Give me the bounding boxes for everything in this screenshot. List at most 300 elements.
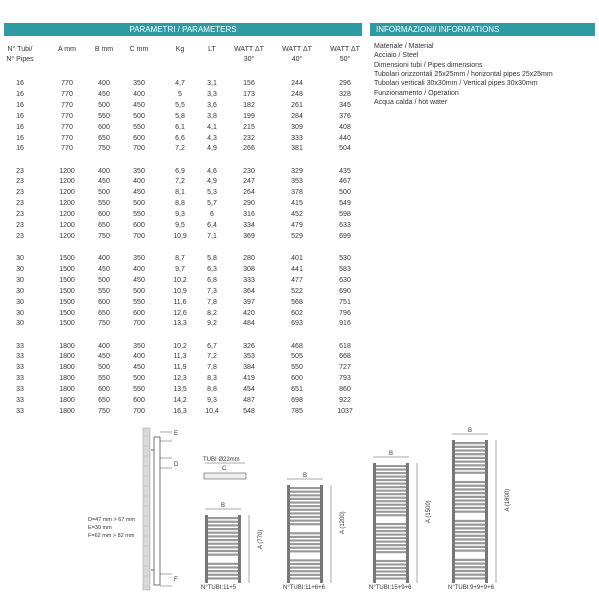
table-cell: 450 <box>98 265 110 273</box>
radiator-bar <box>376 500 406 502</box>
radiator-bar <box>376 551 406 553</box>
table-cell: 650 <box>98 397 110 404</box>
table-cell: 9,2 <box>207 320 217 328</box>
radiator-bar <box>208 532 238 534</box>
table-cell: 1200 <box>59 211 75 219</box>
table-cell: 6,4 <box>207 222 217 229</box>
table-cell: 266 <box>243 145 255 153</box>
radiator-bar <box>455 449 485 451</box>
column-header-line2: 50° <box>339 56 351 63</box>
table-cell: 550 <box>98 287 110 295</box>
table-cell: 400 <box>133 90 145 98</box>
table-cell: 479 <box>291 222 303 229</box>
table-cell: 785 <box>291 407 303 415</box>
label-e: E <box>174 431 179 437</box>
table-cell: 5,5 <box>175 101 185 109</box>
table-cell: 650 <box>98 222 110 229</box>
table-cell: 450 <box>133 276 145 284</box>
table-cell: 408 <box>339 123 351 131</box>
table-cell: 33 <box>16 364 24 372</box>
table-cell: 232 <box>243 134 255 142</box>
table-cell: 1500 <box>59 276 75 284</box>
label-d: D <box>174 462 179 468</box>
radiator-bar <box>455 524 485 526</box>
table-cell: 550 <box>98 200 110 208</box>
table-cell: 1200 <box>59 222 75 229</box>
table-cell: 1200 <box>59 200 75 208</box>
table-cell: 6,8 <box>207 276 217 284</box>
label-f: F <box>174 577 178 583</box>
info-line: Materiale / Material <box>374 43 434 50</box>
radiator-bar <box>376 511 406 513</box>
table-cell: 770 <box>61 80 73 87</box>
radiator-bar <box>455 577 485 579</box>
radiator-bar <box>290 532 320 534</box>
label-b: B <box>468 428 473 434</box>
table-cell: 10,2 <box>173 342 187 350</box>
side-view-diagram <box>143 428 179 590</box>
table-cell: 770 <box>61 112 73 120</box>
table-cell: 550 <box>98 112 110 120</box>
table-cell: 650 <box>98 134 110 142</box>
radiator-bar <box>455 485 485 487</box>
radiator-bar <box>455 461 485 463</box>
radiator-bar <box>455 503 485 505</box>
radiator-bar <box>208 554 238 556</box>
table-cell: 397 <box>243 298 255 306</box>
radiator-bar <box>455 549 485 551</box>
table-cell: 450 <box>133 364 145 372</box>
pipes-count-label: N°TUBI:15+9+6 <box>369 585 412 591</box>
table-cell: 415 <box>291 200 303 208</box>
parameters-header: PARAMETRI / PARAMETERS <box>4 23 362 36</box>
info-line: Acciaio / Steel <box>374 52 419 60</box>
radiator-bar <box>455 566 485 568</box>
table-cell: 30 <box>16 265 24 273</box>
radiator-bar <box>455 481 485 483</box>
table-cell: 4,7 <box>175 80 185 87</box>
table-cell: 376 <box>339 112 351 120</box>
table-cell: 700 <box>133 407 145 415</box>
radiator-bar <box>376 523 406 525</box>
table-cell: 1200 <box>59 178 75 186</box>
table-cell: 23 <box>16 167 24 175</box>
radiator-bar <box>376 530 406 532</box>
radiator-bar <box>208 563 238 565</box>
table-cell: 7,3 <box>207 287 217 295</box>
table-cell: 1800 <box>59 364 75 372</box>
pipes-count-label: N°TUBI:9+9+9+6 <box>448 585 494 591</box>
radiator-bar <box>290 563 320 565</box>
table-cell: 350 <box>133 80 145 87</box>
radiator-bar <box>376 560 406 562</box>
table-cell: 699 <box>339 232 351 240</box>
table-cell: 1800 <box>59 353 75 361</box>
column-header-line1: C mm <box>129 46 149 53</box>
table-cell: 345 <box>339 101 351 109</box>
table-cell: 364 <box>243 287 255 295</box>
table-cell: 8,1 <box>175 189 185 197</box>
table-cell: 500 <box>133 200 145 208</box>
table-cell: 5,7 <box>207 200 217 208</box>
table-cell: 247 <box>243 178 255 186</box>
label-a: A (1800) <box>505 488 511 512</box>
table-cell: 8,8 <box>207 386 217 394</box>
radiator-bar <box>455 531 485 533</box>
pipes-count-label: N°TUBI:11+6+6 <box>283 585 325 591</box>
radiator-bar <box>208 543 238 545</box>
radiator-bar <box>208 574 238 576</box>
table-cell: 550 <box>98 375 110 383</box>
table-cell: 600 <box>98 123 110 131</box>
label-a: A (770) <box>258 529 264 549</box>
radiator-bar <box>208 539 238 541</box>
column-header-line1: A mm <box>58 46 76 53</box>
radiator-bar <box>290 487 320 489</box>
table-cell: 23 <box>16 189 24 197</box>
table-cell: 33 <box>16 397 24 404</box>
table-cell: 5,3 <box>207 189 217 197</box>
table-cell: 450 <box>98 353 110 361</box>
table-cell: 3,6 <box>207 101 217 109</box>
table-cell: 16 <box>16 80 24 87</box>
pipes-label: TUBI Ø22mm <box>203 457 240 463</box>
radiator-bar <box>455 507 485 509</box>
table-cell: 860 <box>339 386 351 394</box>
radiator-model-4 <box>448 428 511 591</box>
table-cell: 173 <box>243 90 255 98</box>
info-line: Tubolari orizzontali 25x25mm / horizontal pipes 25x25mm <box>374 70 553 78</box>
table-cell: 3,8 <box>207 112 217 120</box>
table-cell: 280 <box>243 255 255 262</box>
table-cell: 7,2 <box>175 178 185 186</box>
table-cell: 9,3 <box>175 211 185 219</box>
table-cell: 650 <box>98 309 110 317</box>
table-cell: 369 <box>243 232 255 240</box>
table-cell: 1800 <box>59 342 75 350</box>
table-cell: 5,8 <box>207 255 217 262</box>
table-cell: 440 <box>339 134 351 142</box>
table-cell: 284 <box>291 112 303 120</box>
table-cell: 770 <box>61 134 73 142</box>
table-cell: 400 <box>98 80 110 87</box>
table-cell: 487 <box>243 397 255 404</box>
table-cell: 727 <box>339 364 351 372</box>
informations-header: INFORMAZIONI/ INFORMATIONS <box>370 23 595 36</box>
table-cell: 1800 <box>59 375 75 383</box>
table-cell: 30 <box>16 287 24 295</box>
table-cell: 4,6 <box>207 167 217 175</box>
table-cell: 333 <box>291 134 303 142</box>
table-cell: 550 <box>133 123 145 131</box>
table-cell: 1500 <box>59 320 75 328</box>
table-cell: 1800 <box>59 397 75 404</box>
radiator-bar <box>208 577 238 579</box>
table-cell: 6,9 <box>175 167 185 175</box>
table-cell: 400 <box>133 178 145 186</box>
table-cell: 16,3 <box>173 407 187 415</box>
table-cell: 550 <box>291 364 303 372</box>
radiator-bar <box>290 567 320 569</box>
radiator-bar <box>376 544 406 546</box>
table-cell: 23 <box>16 222 24 229</box>
radiator-bar <box>290 501 320 503</box>
table-cell: 770 <box>61 145 73 153</box>
column-header-line1: WATT ΔT <box>234 46 264 53</box>
table-cell: 10,9 <box>173 287 187 295</box>
column-header-line2: N° Pipes <box>6 56 34 63</box>
table-cell: 550 <box>133 298 145 306</box>
radiator-bar <box>376 570 406 572</box>
table-cell: 468 <box>291 342 303 350</box>
table-cell: 550 <box>133 386 145 394</box>
table-cell: 1500 <box>59 265 75 273</box>
radiator-bar <box>376 563 406 565</box>
table-cell: 4,9 <box>207 145 217 153</box>
radiator-bar <box>455 492 485 494</box>
table-cell: 400 <box>133 265 145 273</box>
table-cell: 30 <box>16 320 24 328</box>
table-cell: 505 <box>291 353 303 361</box>
table-cell: 600 <box>133 397 145 404</box>
table-cell: 3,1 <box>207 80 217 87</box>
table-cell: 215 <box>243 123 255 131</box>
table-cell: 450 <box>98 90 110 98</box>
radiator-bar <box>290 539 320 541</box>
table-cell: 600 <box>133 309 145 317</box>
table-cell: 1200 <box>59 189 75 197</box>
label-c: C <box>222 466 227 472</box>
radiator-bar <box>208 535 238 537</box>
table-cell: 6,3 <box>207 265 217 273</box>
radiator-bar <box>208 570 238 572</box>
radiator-bar <box>376 476 406 478</box>
info-line: Dimensioni tubi / Pipes dimensions <box>374 61 483 69</box>
radiator-bar <box>455 442 485 444</box>
radiator-bar <box>290 543 320 545</box>
table-cell: 600 <box>98 298 110 306</box>
radiator-bar <box>376 490 406 492</box>
radiator-bar <box>455 542 485 544</box>
radiator-bar <box>376 469 406 471</box>
radiator-bar <box>376 493 406 495</box>
table-cell: 1500 <box>59 298 75 306</box>
radiator-bar <box>455 499 485 501</box>
table-cell: 750 <box>98 320 110 328</box>
table-cell: 630 <box>339 276 351 284</box>
table-cell: 16 <box>16 101 24 109</box>
table-cell: 13,5 <box>173 386 187 394</box>
table-cell: 1500 <box>59 287 75 295</box>
table-cell: 23 <box>16 200 24 208</box>
table-cell: 23 <box>16 178 24 186</box>
table-cell: 16 <box>16 90 24 98</box>
table-cell: 500 <box>133 375 145 383</box>
radiator-bar <box>290 577 320 579</box>
label-a: A (1200) <box>340 511 346 534</box>
radiator-bar <box>290 547 320 549</box>
table-cell: 14,2 <box>173 397 187 404</box>
radiator-bar <box>455 472 485 474</box>
table-cell: 770 <box>61 101 73 109</box>
radiator-bar <box>290 512 320 514</box>
table-cell: 316 <box>243 211 255 219</box>
table-cell: 401 <box>291 255 303 262</box>
table-cell: 796 <box>339 309 351 317</box>
radiator-bar <box>290 494 320 496</box>
table-cell: 156 <box>243 80 255 87</box>
table-cell: 618 <box>339 342 351 350</box>
table-cell: 500 <box>133 287 145 295</box>
table-cell: 500 <box>98 364 110 372</box>
table-cell: 1037 <box>337 407 353 415</box>
radiator-bar <box>455 488 485 490</box>
table-cell: 23 <box>16 211 24 219</box>
table-cell: 467 <box>339 178 351 186</box>
table-cell: 378 <box>291 189 303 197</box>
table-cell: 530 <box>339 255 351 262</box>
table-cell: 16 <box>16 112 24 120</box>
table-cell: 400 <box>98 167 110 175</box>
table-cell: 419 <box>243 375 255 383</box>
radiator-bar <box>376 534 406 536</box>
table-cell: 477 <box>291 276 303 284</box>
table-cell: 350 <box>133 342 145 350</box>
info-line: Funzionamento / Operation <box>374 89 459 97</box>
table-cell: 264 <box>243 189 255 197</box>
column-header-line1: WATT ΔT <box>330 46 360 53</box>
radiator-bar <box>455 446 485 448</box>
table-cell: 3,3 <box>207 90 217 98</box>
table-cell: 793 <box>339 375 351 383</box>
table-cell: 12,6 <box>173 309 187 317</box>
dimension-f: F=62 mm > 82 mm <box>88 533 135 539</box>
table-cell: 8,8 <box>175 200 185 208</box>
table-cell: 568 <box>291 298 303 306</box>
table-cell: 248 <box>291 90 303 98</box>
table-cell: 600 <box>98 386 110 394</box>
table-cell: 600 <box>133 222 145 229</box>
table-cell: 602 <box>291 309 303 317</box>
table-cell: 500 <box>98 189 110 197</box>
dimension-d: D=47 mm > 67 mm <box>88 517 136 523</box>
table-cell: 7,2 <box>175 145 185 153</box>
table-cell: 261 <box>291 101 303 109</box>
table-cell: 922 <box>339 397 351 404</box>
table-cell: 7,8 <box>207 298 217 306</box>
column-header-line1: N° Tubi/ <box>7 46 33 53</box>
radiator-bar <box>455 574 485 576</box>
table-cell: 9,7 <box>175 265 185 273</box>
table-cell: 4,1 <box>207 123 217 131</box>
table-cell: 9,5 <box>175 222 185 229</box>
radiator-model-2 <box>283 473 346 591</box>
table-cell: 633 <box>339 222 351 229</box>
table-cell: 33 <box>16 407 24 415</box>
table-cell: 548 <box>243 407 255 415</box>
radiator-bar <box>290 491 320 493</box>
table-cell: 600 <box>291 375 303 383</box>
table-cell: 16 <box>16 134 24 142</box>
radiator-bar <box>376 504 406 506</box>
table-cell: 8,2 <box>207 309 217 317</box>
radiator-bar <box>376 507 406 509</box>
radiator-bar <box>455 511 485 513</box>
table-cell: 33 <box>16 342 24 350</box>
table-cell: 400 <box>133 353 145 361</box>
table-cell: 328 <box>339 90 351 98</box>
table-cell: 750 <box>98 232 110 240</box>
table-cell: 484 <box>243 320 255 328</box>
table-cell: 600 <box>133 134 145 142</box>
label-a: A (1500) <box>426 500 432 523</box>
table-cell: 750 <box>98 145 110 153</box>
table-cell: 182 <box>243 101 255 109</box>
pipes-count-label: N°TUBI:11+5 <box>201 585 237 591</box>
table-cell: 6,1 <box>175 123 185 131</box>
table-cell: 1200 <box>59 167 75 175</box>
table-cell: 16 <box>16 145 24 153</box>
table-cell: 770 <box>61 90 73 98</box>
column-header-line1: LT <box>208 46 216 53</box>
table-cell: 454 <box>243 386 255 394</box>
table-cell: 6,7 <box>207 342 217 350</box>
table-cell: 10,4 <box>205 407 219 415</box>
table-cell: 30 <box>16 276 24 284</box>
table-cell: 4,3 <box>207 134 217 142</box>
table-cell: 500 <box>98 101 110 109</box>
table-cell: 6,6 <box>175 134 185 142</box>
column-header-line2: 40° <box>291 56 303 63</box>
radiator-bar <box>290 498 320 500</box>
table-cell: 199 <box>243 112 255 120</box>
radiator-bar <box>290 570 320 572</box>
column-header-line2: 30° <box>243 56 255 63</box>
radiator-bar <box>376 514 406 516</box>
radiator-bar <box>376 574 406 576</box>
radiator-model-1 <box>201 503 264 591</box>
table-cell: 7,1 <box>207 232 217 240</box>
table-cell: 400 <box>98 255 110 262</box>
radiator-bar <box>455 559 485 561</box>
table-cell: 10,9 <box>173 232 187 240</box>
radiator-bar <box>376 537 406 539</box>
table-cell: 690 <box>339 287 351 295</box>
table-cell: 12,3 <box>173 375 187 383</box>
radiator-bar <box>455 535 485 537</box>
table-cell: 5,8 <box>175 112 185 120</box>
radiator-bar <box>290 536 320 538</box>
table-cell: 308 <box>243 265 255 273</box>
table-cell: 381 <box>291 145 303 153</box>
table-cell: 30 <box>16 309 24 317</box>
table-cell: 7,8 <box>207 364 217 372</box>
table-cell: 244 <box>291 80 303 87</box>
radiator-bar <box>455 538 485 540</box>
table-cell: 8,3 <box>207 375 217 383</box>
table-cell: 700 <box>133 145 145 153</box>
table-cell: 504 <box>339 145 351 153</box>
radiator-bar <box>376 577 406 579</box>
table-cell: 651 <box>291 386 303 394</box>
table-cell: 529 <box>291 232 303 240</box>
table-cell: 500 <box>133 112 145 120</box>
table-cell: 290 <box>243 200 255 208</box>
table-cell: 441 <box>291 265 303 273</box>
table-cell: 9,3 <box>207 397 217 404</box>
radiator-bar <box>208 517 238 519</box>
table-cell: 30 <box>16 298 24 306</box>
